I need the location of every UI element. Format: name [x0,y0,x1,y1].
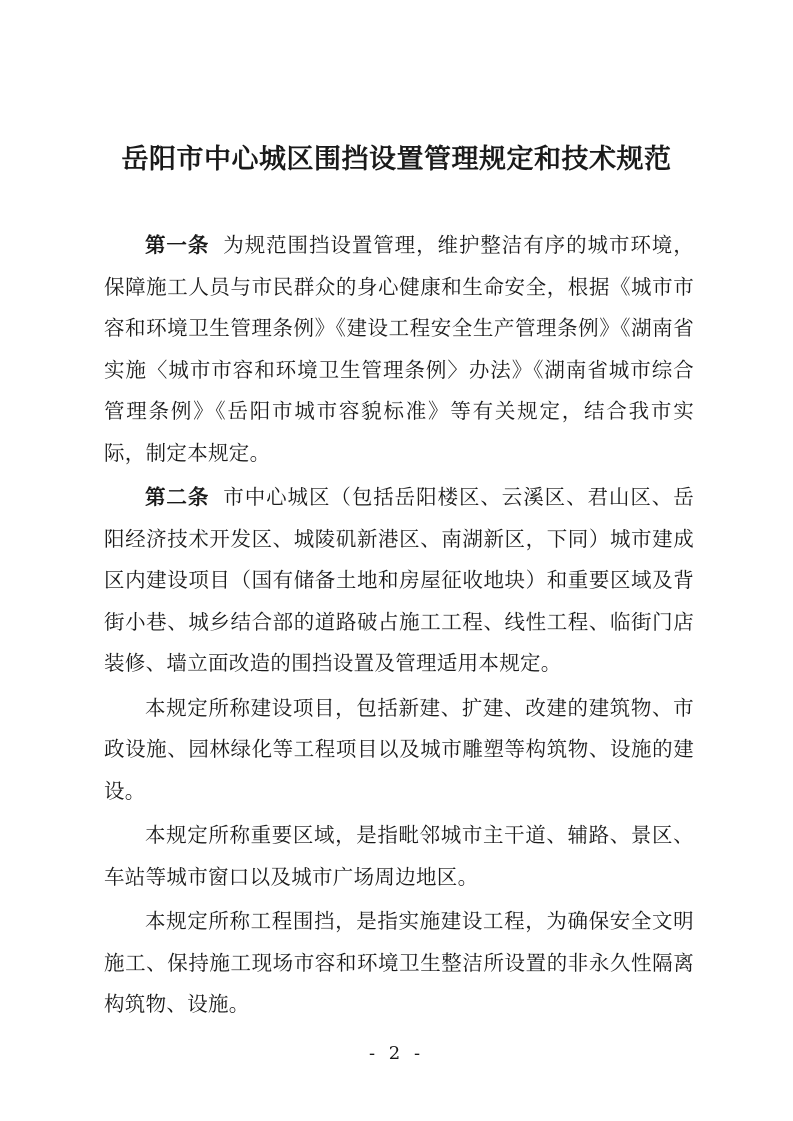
article-2-paragraph [104,477,694,685]
article-2-label: 第二条 [145,485,210,509]
definition-important-area: 本规定所称重要区域，是指毗邻城市主干道、辅路、景区、车站等城市窗口以及城市广场周边地区。 [104,823,694,889]
document-body [104,225,694,1026]
document-title: 岳阳市中心城区围挡设置管理规定和技术规范 [121,144,672,175]
page-number: - 2 - [368,1043,425,1064]
article-1-text: 为规范围挡设置管理，维护整洁有序的城市环境，保障施工人员与市民群众的身心健康和生命安全，根据《城市市容和环境卫生管理条例》《建设工程安全生产管理条例》《湖南省实施〈城市市容和环境卫生管理条例〉办法》《湖南省城市综合管理条例》《岳阳市城市容貌标准》等有关规定，结合我市实际，制定本规定。 [104,233,694,465]
definition-construction-project: 本规定所称建设项目，包括新建、扩建、改建的建筑物、市政设施、园林绿化等工程项目以及城市雕塑等构筑物、设施的建设。 [104,695,694,803]
definition-engineering-hoarding: 本规定所称工程围挡，是指实施建设工程，为确保安全文明施工、保持施工现场市容和环境卫生整洁所设置的非永久性隔离构筑物、设施。 [104,909,694,1016]
article-2-text: 市中心城区（包括岳阳楼区、云溪区、君山区、岳阳经济技术开发区、城陵矶新港区、南湖新区，下同）城市建成区内建设项目（国有储备土地和房屋征收地块）和重要区域及背街小巷、城乡结合部的道路破占施工工程、线性工程、临街门店装修、墙立面改造的围挡设置及管理适用本规定。 [104,485,694,675]
article-1-label: 第一条 [145,233,210,257]
article-1-paragraph [104,225,694,474]
